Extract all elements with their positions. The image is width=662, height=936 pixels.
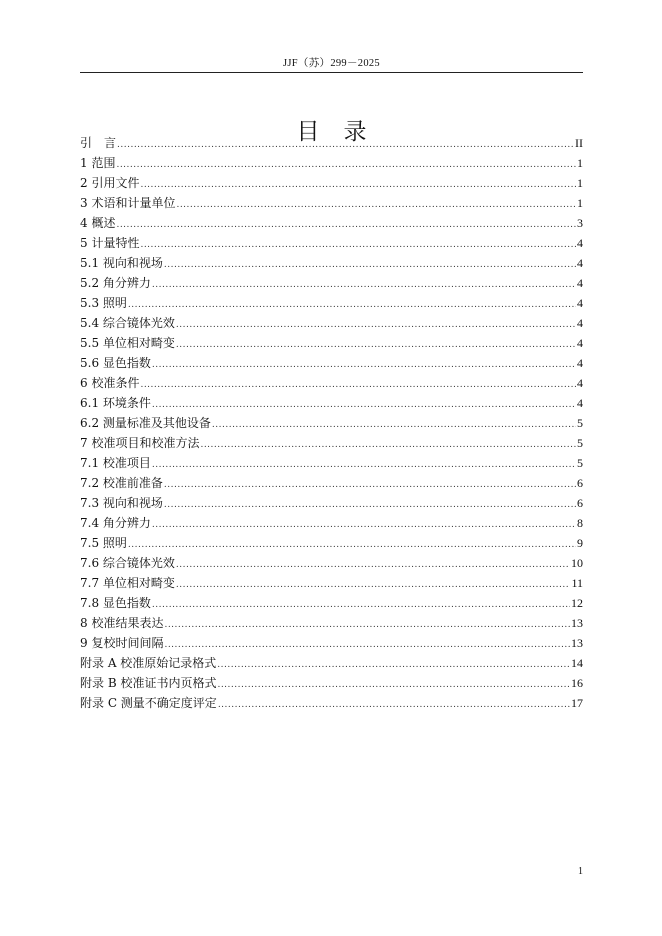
toc-dot-leader — [217, 677, 570, 693]
toc-entry-label: 5.1 视向和视场 — [80, 256, 163, 270]
toc-entry-page: 9 — [577, 536, 583, 550]
toc-entry-page: 17 — [571, 696, 583, 710]
toc-dot-leader — [212, 417, 576, 433]
toc-entry-label: 7.8 显色指数 — [80, 596, 151, 610]
toc-entry-page: 3 — [577, 216, 583, 230]
toc-dot-leader — [176, 557, 570, 573]
toc-entry-page: 4 — [577, 296, 583, 310]
toc-entry[interactable] — [80, 133, 583, 153]
toc-entry-label: 7.3 视向和视场 — [80, 496, 163, 510]
toc-entry[interactable] — [80, 213, 583, 233]
toc-entry[interactable] — [80, 693, 583, 713]
toc-entry-label: 附录 B 校准证书内页格式 — [80, 676, 217, 690]
toc-entry-label: 5 计量特性 — [80, 236, 140, 250]
toc-entry-page: 13 — [571, 636, 583, 650]
toc-entry-label: 5.3 照明 — [80, 296, 127, 310]
document-code-header: JJF（苏）299－2025 — [283, 58, 380, 69]
toc-entry-label: 6.1 环境条件 — [80, 396, 151, 410]
toc-entry[interactable] — [80, 273, 583, 293]
toc-entry-page: 14 — [571, 656, 583, 670]
toc-dot-leader — [176, 197, 576, 213]
toc-entry-page: 5 — [577, 436, 583, 450]
toc-entry-label: 6.2 测量标准及其他设备 — [80, 416, 211, 430]
toc-entry-label: 5.4 综合镜体光效 — [80, 316, 175, 330]
toc-entry[interactable] — [80, 673, 583, 693]
toc-dot-leader — [128, 297, 576, 313]
toc-dot-leader — [116, 217, 576, 233]
toc-dot-leader — [152, 357, 576, 373]
toc-dot-leader — [152, 457, 576, 473]
toc-entry-label: 7.1 校准项目 — [80, 456, 151, 470]
toc-entry-label: 6 校准条件 — [80, 376, 140, 390]
toc-entry-label: 3 术语和计量单位 — [80, 196, 176, 210]
toc-entry[interactable] — [80, 373, 583, 393]
toc-dot-leader — [217, 657, 570, 673]
toc-entry[interactable] — [80, 253, 583, 273]
toc-dot-leader — [152, 277, 576, 293]
page-title: 目录 — [296, 119, 391, 146]
toc-dot-leader — [164, 637, 570, 653]
toc-entry[interactable] — [80, 293, 583, 313]
toc-entry-label: 4 概述 — [80, 216, 116, 230]
toc-entry[interactable] — [80, 353, 583, 373]
toc-entry[interactable] — [80, 173, 583, 193]
toc-entry-label: 7.2 校准前准备 — [80, 476, 163, 490]
toc-entry[interactable] — [80, 413, 583, 433]
toc-entry-page: 4 — [577, 396, 583, 410]
toc-entry-label: 引 言 — [80, 136, 117, 150]
toc-entry-label: 5.5 单位相对畸变 — [80, 336, 175, 350]
toc-entry[interactable] — [80, 153, 583, 173]
toc-entry[interactable] — [80, 493, 583, 513]
toc-entry-page: 6 — [577, 496, 583, 510]
toc-entry-label: 7 校准项目和校准方法 — [80, 436, 200, 450]
toc-entry[interactable] — [80, 553, 583, 573]
toc-entry-page: 5 — [577, 416, 583, 430]
toc-entry-page: 12 — [571, 596, 583, 610]
toc-entry-page: 10 — [571, 556, 583, 570]
toc-entry-label: 2 引用文件 — [80, 176, 140, 190]
toc-entry-label: 9 复校时间间隔 — [80, 636, 164, 650]
toc-entry-label: 7.7 单位相对畸变 — [80, 576, 175, 590]
toc-dot-leader — [117, 137, 574, 153]
header-divider — [80, 72, 583, 73]
toc-entry-label: 7.4 角分辨力 — [80, 516, 151, 530]
toc-dot-leader — [152, 397, 576, 413]
toc-entry-page: 4 — [577, 236, 583, 250]
toc-dot-leader — [176, 317, 576, 333]
toc-dot-leader — [164, 257, 576, 273]
toc-dot-leader — [116, 157, 576, 173]
toc-entry[interactable] — [80, 573, 583, 593]
toc-entry-label: 附录 C 测量不确定度评定 — [80, 696, 217, 710]
toc-entry[interactable] — [80, 453, 583, 473]
toc-entry-page: 4 — [577, 276, 583, 290]
toc-entry-label: 7.6 综合镜体光效 — [80, 556, 175, 570]
toc-entry[interactable] — [80, 473, 583, 493]
toc-dot-leader — [218, 697, 570, 713]
toc-dot-leader — [128, 537, 576, 553]
toc-entry-page: 1 — [577, 176, 583, 190]
toc-entry-page: 13 — [571, 616, 583, 630]
toc-entry[interactable] — [80, 393, 583, 413]
toc-entry-label: 1 范围 — [80, 156, 116, 170]
toc-dot-leader — [164, 617, 570, 633]
page-number: 1 — [578, 866, 583, 877]
toc-dot-leader — [200, 437, 576, 453]
toc-entry-label: 8 校准结果表达 — [80, 616, 164, 630]
toc-entry[interactable] — [80, 613, 583, 633]
toc-entry[interactable] — [80, 433, 583, 453]
toc-entry-page: 11 — [571, 576, 583, 590]
toc-entry-page: 4 — [577, 336, 583, 350]
toc-entry-page: 5 — [577, 456, 583, 470]
toc-dot-leader — [140, 177, 576, 193]
toc-dot-leader — [140, 237, 576, 253]
toc-dot-leader — [164, 477, 576, 493]
toc-entry-label: 7.5 照明 — [80, 536, 127, 550]
toc-entry-page: 4 — [577, 256, 583, 270]
toc-dot-leader — [176, 577, 571, 593]
toc-dot-leader — [176, 337, 576, 353]
toc-entry-page: II — [575, 136, 583, 150]
toc-entry[interactable] — [80, 593, 583, 613]
toc-dot-leader — [152, 597, 570, 613]
toc-entry[interactable] — [80, 233, 583, 253]
toc-entry-page: 4 — [577, 376, 583, 390]
toc-entry-page: 8 — [577, 516, 583, 530]
toc-entry[interactable] — [80, 653, 583, 673]
toc-entry[interactable] — [80, 313, 583, 333]
toc-entry[interactable] — [80, 633, 583, 653]
toc-entry-page: 6 — [577, 476, 583, 490]
toc-entry-page: 16 — [571, 676, 583, 690]
table-of-contents — [80, 133, 583, 713]
toc-dot-leader — [152, 517, 576, 533]
toc-entry-label: 5.6 显色指数 — [80, 356, 151, 370]
toc-entry-label: 5.2 角分辨力 — [80, 276, 151, 290]
toc-entry-label: 附录 A 校准原始记录格式 — [80, 656, 217, 670]
toc-entry[interactable] — [80, 333, 583, 353]
toc-entry-page: 4 — [577, 316, 583, 330]
toc-entry[interactable] — [80, 193, 583, 213]
toc-entry[interactable] — [80, 533, 583, 553]
toc-dot-leader — [164, 497, 576, 513]
toc-dot-leader — [140, 377, 576, 393]
toc-entry-page: 1 — [577, 196, 583, 210]
toc-entry-page: 4 — [577, 356, 583, 370]
toc-entry-page: 1 — [577, 156, 583, 170]
toc-entry[interactable] — [80, 513, 583, 533]
